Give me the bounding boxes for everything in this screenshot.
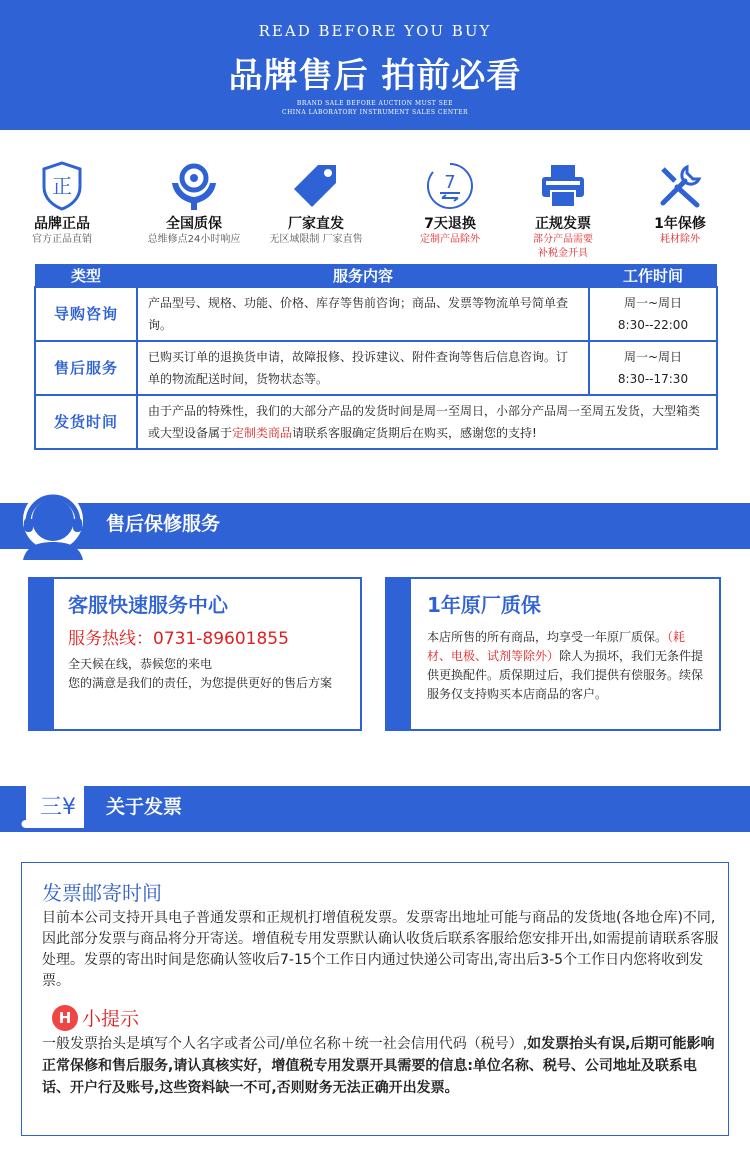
invoice-section-title: 关于发票: [106, 796, 183, 818]
feature-desc: 无区域限制 厂家直售: [269, 234, 363, 245]
row-content: 已购买订单的退换货申请，故障报修、投诉建议、附件查询等售后信息咨询。订单的物流配送时间，货物状态等。: [137, 341, 589, 395]
feature-title: 正规发票: [535, 216, 591, 232]
header-subtitle-2: CHINA LABORATORY INSTRUMENT SALES CENTER: [281, 109, 469, 116]
table-row: [35, 287, 717, 341]
warranty-text-start: 本店所售的所有商品，均享受一年原厂质保。: [427, 630, 668, 644]
warranty-box: [385, 577, 721, 731]
shipping-text: 由于产品的特殊性，我们的大部分产品的发货时间是周一至周日，小部分产品周一至周五发货，大型箱类或大型设备属于: [148, 404, 701, 440]
tip-badge-icon: H: [52, 1005, 78, 1031]
col-header-type: 类型: [35, 264, 137, 287]
invoice-mail-text: 目前本公司支持开具电子普通发票和正规机打增值税发票。发票寄出地址可能与商品的发货地(各地仓库)不同,因此部分发票与商品将分开寄送。增值税专用发票默认确认收货后联系客服给您安排开出,如需提前请联系客服处理。发票的寄出时间是您确认签收后7-15个工作日内通过快递公司寄出,寄出后3-5个工作日内您将收到发票。: [42, 910, 719, 989]
divider: [0, 545, 750, 549]
table-header-row: [35, 264, 717, 287]
aftersale-section-bar: [0, 503, 750, 545]
header-en-title: READ BEFORE YOU BUY: [258, 22, 492, 40]
row-hours: [589, 287, 717, 341]
feature-direct: [256, 160, 376, 247]
warranty-exclusions: （耗材、电极、试剂等除外）: [427, 630, 686, 663]
tip-text-bold: 如发票抬头有误,后期可能影响正常保修和售后服务,请认真核实好，增值税专用发票开具需要的信息:单位名称、税号、公司地址及联系电话、开户行及账号,这些资料缺一不可,否则财务无法正确开出发票。: [42, 1036, 715, 1096]
feature-return: [390, 160, 510, 247]
header-subtitle-1: BRAND SALE BEFORE AUCTION MUST SEE: [296, 100, 454, 107]
invoice-icon-glyph: 三¥: [40, 795, 76, 820]
feature-desc: 部分产品需要: [533, 234, 593, 245]
service-center-text: [68, 655, 350, 693]
row-time: 8:30--17:30: [617, 372, 689, 386]
feature-genuine: [2, 160, 122, 247]
service-center-title: 客服快速服务中心: [68, 593, 228, 617]
col-header-content: 服务内容: [137, 264, 589, 287]
price-tag-icon: [256, 160, 376, 212]
headset-agent-icon: [18, 490, 88, 566]
row-days: 周一~周日: [623, 296, 683, 310]
invoice-section-bar: [0, 786, 750, 828]
invoice-mail-title: 发票邮寄时间: [42, 881, 162, 905]
service-line-2: 您的满意是我们的责任，为您提供更好的售后方案: [68, 676, 333, 690]
feature-repair: [620, 160, 740, 247]
divider: [0, 828, 750, 832]
box-accent-strip: [30, 579, 54, 729]
feature-desc: 耗材除外: [660, 234, 700, 245]
tip-text-normal: 一般发票抬头是填写个人名字或者公司/单位名称＋统一社会信用代码（税号）,: [42, 1036, 528, 1052]
row-content: 产品型号、规格、功能、价格、库存等售前咨询；商品、发票等物流单号简单查询。: [137, 287, 589, 341]
location-hands-icon: [134, 160, 254, 212]
shield-zheng-icon: [2, 160, 122, 212]
tip-heading: [52, 1004, 139, 1031]
row-hours: [589, 341, 717, 395]
invoice-info-box: [21, 862, 729, 1136]
service-table: [34, 264, 718, 450]
printer-icon: [503, 160, 623, 212]
invoice-document-icon: [18, 776, 92, 836]
table-row: [35, 395, 717, 449]
box-accent-strip: [387, 579, 411, 729]
row-time: 8:30--22:00: [617, 318, 689, 332]
feature-title: 7天退换: [424, 216, 476, 232]
warranty-title: 1年原厂质保: [427, 593, 541, 617]
feature-desc: 定制产品除外: [420, 234, 480, 245]
tip-title: 小提示: [82, 1008, 140, 1030]
hotline: 服务热线：0731-89601855: [68, 629, 289, 649]
tools-icon: [620, 160, 740, 212]
header-zh-title: 品牌售后 拍前必看: [228, 56, 522, 96]
feature-desc-2: 补税金开具: [538, 248, 588, 259]
feature-invoice: [503, 160, 623, 261]
shipping-text-end: 请联系客服确定货期后在购买，感谢您的支持!: [292, 426, 537, 440]
aftersale-title: 售后保修服务: [106, 513, 221, 535]
feature-desc: 官方正品直销: [32, 234, 92, 245]
feature-title: 厂家直发: [288, 216, 344, 232]
shipping-highlight: 定制类商品: [232, 426, 293, 440]
seven-label: 7: [444, 172, 456, 193]
warranty-text-end: 除人为损坏，我们无条件提供更换配件。质保期过后，我们提供有偿服务。续保服务仅支持购买本店商品的客户。: [427, 649, 704, 701]
feature-title: 全国质保: [166, 216, 222, 232]
tip-text: [42, 1033, 722, 1099]
seven-day-return-icon: [390, 160, 510, 212]
service-line-1: 全天候在线，恭候您的来电: [68, 657, 213, 671]
row-type: 售后服务: [35, 341, 137, 395]
service-center-box: [28, 577, 362, 731]
row-days: 周一~周日: [623, 350, 683, 364]
feature-desc: 总维修点24小时响应: [147, 234, 241, 245]
col-header-hours: 工作时间: [589, 264, 717, 287]
warranty-text: [427, 628, 709, 704]
table-row: [35, 341, 717, 395]
feature-title: 品牌正品: [34, 216, 90, 232]
feature-title: 1年保修: [654, 216, 706, 232]
header-banner: [0, 0, 750, 130]
feature-warranty: [134, 160, 254, 247]
shipping-content: [137, 395, 717, 449]
svg-text:正: 正: [52, 174, 72, 198]
row-type: 导购咨询: [35, 287, 137, 341]
row-type: 发货时间: [35, 395, 137, 449]
